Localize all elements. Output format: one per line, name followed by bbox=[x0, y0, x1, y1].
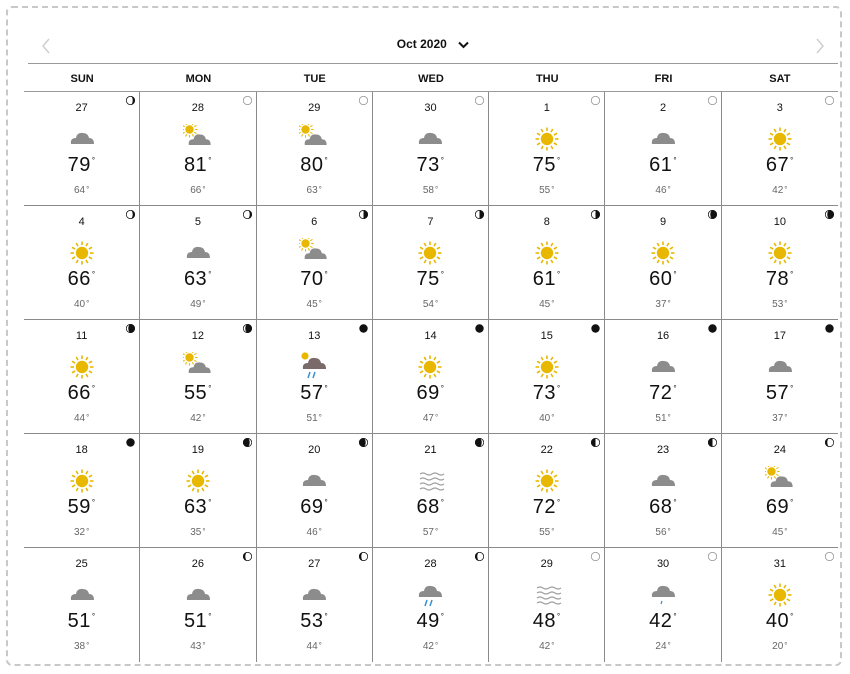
sun-icon bbox=[765, 580, 795, 610]
calendar-grid bbox=[24, 92, 838, 662]
cloud-icon bbox=[648, 352, 678, 382]
moon-phase-icon bbox=[359, 210, 368, 219]
weekday-label: MON bbox=[185, 73, 212, 85]
high-temperature: 73° bbox=[416, 154, 445, 176]
cloud-icon bbox=[299, 580, 329, 610]
partly-cloudy-icon bbox=[299, 238, 329, 268]
day-number: 22 bbox=[540, 444, 553, 456]
fog-icon bbox=[415, 466, 445, 496]
day-cell[interactable] bbox=[605, 92, 721, 206]
low-temperature: 37° bbox=[772, 413, 788, 424]
day-number: 30 bbox=[424, 102, 437, 114]
day-cell[interactable] bbox=[489, 206, 605, 320]
low-temperature: 58° bbox=[422, 185, 439, 196]
cloud-icon bbox=[299, 466, 329, 496]
day-number: 29 bbox=[540, 558, 553, 570]
day-number: 14 bbox=[424, 330, 437, 342]
sun-icon bbox=[67, 238, 97, 268]
high-temperature: 81° bbox=[183, 154, 212, 176]
fog-icon bbox=[532, 580, 562, 610]
low-temperature: 44° bbox=[73, 413, 90, 424]
weekday-header-row bbox=[24, 68, 838, 92]
sun-icon bbox=[765, 238, 795, 268]
cloud-icon bbox=[67, 124, 97, 154]
low-temperature: 40° bbox=[539, 413, 555, 424]
day-cell[interactable] bbox=[722, 434, 838, 548]
day-number: 5 bbox=[194, 216, 201, 228]
high-temperature: 66° bbox=[67, 382, 96, 404]
day-cell[interactable] bbox=[605, 548, 721, 662]
low-temperature: 64° bbox=[73, 185, 90, 196]
sun-icon bbox=[765, 124, 795, 154]
cloud-icon bbox=[415, 124, 445, 154]
high-temperature: 61° bbox=[532, 268, 561, 290]
day-cell[interactable] bbox=[140, 92, 256, 206]
day-number: 19 bbox=[191, 444, 205, 456]
day-cell[interactable] bbox=[24, 206, 140, 320]
high-temperature: 68° bbox=[649, 496, 678, 518]
moon-phase-icon bbox=[591, 96, 600, 105]
day-cell[interactable] bbox=[722, 92, 838, 206]
high-temperature: 80° bbox=[300, 154, 329, 176]
low-temperature: 54° bbox=[422, 299, 439, 310]
high-temperature: 68° bbox=[416, 496, 445, 518]
day-cell[interactable] bbox=[257, 206, 373, 320]
moon-phase-icon bbox=[825, 96, 834, 105]
moon-phase-icon bbox=[825, 552, 834, 561]
day-cell[interactable] bbox=[140, 434, 256, 548]
moon-phase-icon bbox=[825, 438, 834, 447]
high-temperature: 53° bbox=[300, 610, 329, 632]
moon-phase-icon bbox=[708, 438, 717, 447]
next-month-button[interactable] bbox=[808, 34, 832, 58]
moon-phase-icon bbox=[359, 324, 368, 333]
moon-phase-icon bbox=[475, 552, 484, 561]
day-number: 11 bbox=[75, 330, 88, 342]
high-temperature: 69° bbox=[300, 496, 329, 518]
weekday-label: THU bbox=[535, 73, 559, 85]
day-number: 21 bbox=[424, 444, 437, 456]
low-temperature: 43° bbox=[190, 641, 206, 652]
low-temperature: 55° bbox=[539, 185, 555, 196]
day-number: 29 bbox=[308, 102, 321, 114]
moon-phase-icon bbox=[359, 438, 368, 447]
day-number: 12 bbox=[191, 330, 205, 342]
high-temperature: 63° bbox=[183, 268, 212, 290]
weekday-label: FRI bbox=[654, 73, 673, 85]
calendar-header bbox=[28, 30, 838, 64]
moon-phase-icon bbox=[591, 438, 600, 447]
moon-phase-icon bbox=[243, 438, 252, 447]
day-number: 1 bbox=[543, 102, 550, 114]
sun-icon bbox=[183, 466, 213, 496]
moon-phase-icon bbox=[708, 210, 717, 219]
sun-icon bbox=[532, 124, 562, 154]
day-number: 10 bbox=[773, 216, 786, 228]
low-temperature: 44° bbox=[306, 641, 322, 652]
high-temperature: 72° bbox=[532, 496, 561, 518]
day-number: 18 bbox=[75, 444, 88, 456]
cloud-icon bbox=[765, 352, 795, 382]
day-number: 27 bbox=[308, 558, 321, 570]
cloud-icon bbox=[648, 466, 678, 496]
low-temperature: 37° bbox=[655, 299, 671, 310]
day-number: 16 bbox=[656, 330, 670, 342]
low-temperature: 42° bbox=[772, 185, 788, 196]
day-number: 9 bbox=[660, 216, 667, 228]
high-temperature: 63° bbox=[183, 496, 212, 518]
partly-cloudy-icon bbox=[183, 352, 213, 382]
day-number: 23 bbox=[656, 444, 670, 456]
low-temperature: 45° bbox=[772, 527, 788, 538]
low-temperature: 45° bbox=[306, 299, 322, 310]
high-temperature: 57° bbox=[765, 382, 794, 404]
low-temperature: 47° bbox=[422, 413, 439, 424]
sun-icon bbox=[648, 238, 678, 268]
low-temperature: 46° bbox=[655, 185, 671, 196]
day-cell[interactable] bbox=[373, 320, 489, 434]
weekday-label: SAT bbox=[769, 73, 791, 85]
moon-phase-icon bbox=[475, 210, 484, 219]
rain-icon bbox=[415, 580, 445, 610]
day-cell[interactable] bbox=[373, 92, 489, 206]
low-temperature: 45° bbox=[539, 299, 555, 310]
day-number: 4 bbox=[78, 216, 85, 228]
low-temperature: 42° bbox=[539, 641, 555, 652]
high-temperature: 40° bbox=[765, 610, 794, 632]
low-temperature: 49° bbox=[190, 299, 206, 310]
moon-phase-icon bbox=[359, 552, 368, 561]
low-temperature: 35° bbox=[190, 527, 206, 538]
day-cell[interactable] bbox=[373, 548, 489, 662]
moon-phase-icon bbox=[591, 324, 600, 333]
moon-phase-icon bbox=[591, 552, 600, 561]
high-temperature: 51° bbox=[67, 610, 96, 632]
moon-phase-icon bbox=[708, 324, 717, 333]
high-temperature: 55° bbox=[183, 382, 212, 404]
high-temperature: 42° bbox=[649, 610, 678, 632]
moon-phase-icon bbox=[126, 438, 135, 447]
high-temperature: 78° bbox=[765, 268, 794, 290]
low-temperature: 42° bbox=[190, 413, 206, 424]
day-cell[interactable] bbox=[24, 434, 140, 548]
day-number: 13 bbox=[308, 330, 321, 342]
day-cell[interactable] bbox=[257, 92, 373, 206]
weekday-label: TUE bbox=[303, 73, 326, 85]
day-number: 20 bbox=[308, 444, 321, 456]
high-temperature: 79° bbox=[67, 154, 96, 176]
sun-icon bbox=[67, 466, 97, 496]
low-temperature: 42° bbox=[422, 641, 439, 652]
moon-phase-icon bbox=[243, 324, 252, 333]
partly-cloudy-icon bbox=[183, 124, 213, 154]
moon-phase-icon bbox=[825, 324, 834, 333]
day-number: 6 bbox=[311, 216, 318, 228]
sun-icon bbox=[532, 466, 562, 496]
day-cell[interactable] bbox=[24, 92, 140, 206]
moon-phase-icon bbox=[475, 324, 484, 333]
low-temperature: 24° bbox=[655, 641, 671, 652]
high-temperature: 75° bbox=[416, 268, 445, 290]
moon-phase-icon bbox=[243, 96, 252, 105]
day-number: 24 bbox=[773, 444, 786, 456]
high-temperature: 66° bbox=[67, 268, 96, 290]
low-temperature: 51° bbox=[655, 413, 671, 424]
high-temperature: 49° bbox=[416, 610, 445, 632]
moon-phase-icon bbox=[708, 96, 717, 105]
day-cell[interactable] bbox=[24, 548, 140, 662]
low-temperature: 57° bbox=[422, 527, 439, 538]
day-cell[interactable] bbox=[140, 320, 256, 434]
moon-phase-icon bbox=[243, 552, 252, 561]
day-number: 7 bbox=[427, 216, 434, 228]
day-number: 2 bbox=[660, 102, 667, 114]
high-temperature: 59° bbox=[67, 496, 96, 518]
day-number: 30 bbox=[656, 558, 670, 570]
calendar-frame bbox=[6, 6, 842, 666]
moon-phase-icon bbox=[243, 210, 252, 219]
day-cell[interactable] bbox=[489, 548, 605, 662]
high-temperature: 48° bbox=[532, 610, 561, 632]
high-temperature: 73° bbox=[532, 382, 561, 404]
day-number: 25 bbox=[75, 558, 88, 570]
moon-phase-icon bbox=[126, 96, 135, 105]
sun-icon bbox=[67, 352, 97, 382]
low-temperature: 63° bbox=[306, 185, 322, 196]
cloud-icon bbox=[648, 124, 678, 154]
light-rain-icon bbox=[648, 580, 678, 610]
day-cell[interactable] bbox=[722, 548, 838, 662]
sun-icon bbox=[532, 238, 562, 268]
high-temperature: 57° bbox=[300, 382, 329, 404]
day-cell[interactable] bbox=[605, 320, 721, 434]
month-label: Oct 2020 bbox=[396, 37, 447, 51]
day-cell[interactable] bbox=[722, 206, 838, 320]
day-cell[interactable] bbox=[140, 548, 256, 662]
day-number: 26 bbox=[191, 558, 205, 570]
day-cell[interactable] bbox=[722, 320, 838, 434]
moon-phase-icon bbox=[126, 210, 135, 219]
high-temperature: 75° bbox=[532, 154, 561, 176]
weekday-label: SUN bbox=[70, 73, 94, 85]
low-temperature: 32° bbox=[73, 527, 90, 538]
day-cell[interactable] bbox=[24, 320, 140, 434]
moon-phase-icon bbox=[475, 438, 484, 447]
low-temperature: 66° bbox=[190, 185, 206, 196]
high-temperature: 60° bbox=[649, 268, 678, 290]
low-temperature: 38° bbox=[73, 641, 90, 652]
day-number: 27 bbox=[75, 102, 88, 114]
sun-icon bbox=[415, 238, 445, 268]
high-temperature: 51° bbox=[183, 610, 212, 632]
low-temperature: 53° bbox=[772, 299, 788, 310]
moon-phase-icon bbox=[126, 324, 135, 333]
low-temperature: 20° bbox=[772, 641, 788, 652]
low-temperature: 40° bbox=[73, 299, 90, 310]
day-cell[interactable] bbox=[605, 434, 721, 548]
day-cell[interactable] bbox=[140, 206, 256, 320]
month-selector[interactable] bbox=[28, 37, 838, 51]
day-number: 8 bbox=[543, 216, 550, 228]
chevron-right-icon bbox=[815, 38, 825, 54]
day-cell[interactable] bbox=[257, 548, 373, 662]
high-temperature: 69° bbox=[416, 382, 445, 404]
day-number: 17 bbox=[773, 330, 786, 342]
high-temperature: 69° bbox=[765, 496, 794, 518]
low-temperature: 51° bbox=[306, 413, 322, 424]
day-cell[interactable] bbox=[489, 434, 605, 548]
high-temperature: 67° bbox=[765, 154, 794, 176]
low-temperature: 55° bbox=[539, 527, 555, 538]
cloud-icon bbox=[183, 238, 213, 268]
day-number: 31 bbox=[773, 558, 786, 570]
low-temperature: 56° bbox=[655, 527, 671, 538]
day-cell[interactable] bbox=[257, 320, 373, 434]
sun-icon bbox=[532, 352, 562, 382]
moon-phase-icon bbox=[708, 552, 717, 561]
day-cell[interactable] bbox=[489, 320, 605, 434]
day-number: 15 bbox=[540, 330, 553, 342]
day-number: 28 bbox=[424, 558, 437, 570]
high-temperature: 61° bbox=[649, 154, 678, 176]
cloud-icon bbox=[67, 580, 97, 610]
low-temperature: 46° bbox=[306, 527, 322, 538]
cloud-icon bbox=[183, 580, 213, 610]
partly-cloudy-icon bbox=[299, 124, 329, 154]
moon-phase-icon bbox=[359, 96, 368, 105]
high-temperature: 70° bbox=[300, 268, 329, 290]
weekday-label: WED bbox=[418, 73, 444, 85]
partly-cloudy-icon bbox=[765, 466, 795, 496]
chevron-down-icon bbox=[458, 41, 469, 49]
day-cell[interactable] bbox=[373, 434, 489, 548]
sun-icon bbox=[415, 352, 445, 382]
day-cell[interactable] bbox=[489, 92, 605, 206]
rain-storm-icon bbox=[299, 352, 329, 382]
moon-phase-icon bbox=[825, 210, 834, 219]
high-temperature: 72° bbox=[649, 382, 678, 404]
day-cell[interactable] bbox=[373, 206, 489, 320]
day-number: 28 bbox=[191, 102, 205, 114]
day-number: 3 bbox=[776, 102, 783, 114]
day-cell[interactable] bbox=[257, 434, 373, 548]
moon-phase-icon bbox=[475, 96, 484, 105]
moon-phase-icon bbox=[591, 210, 600, 219]
day-cell[interactable] bbox=[605, 206, 721, 320]
